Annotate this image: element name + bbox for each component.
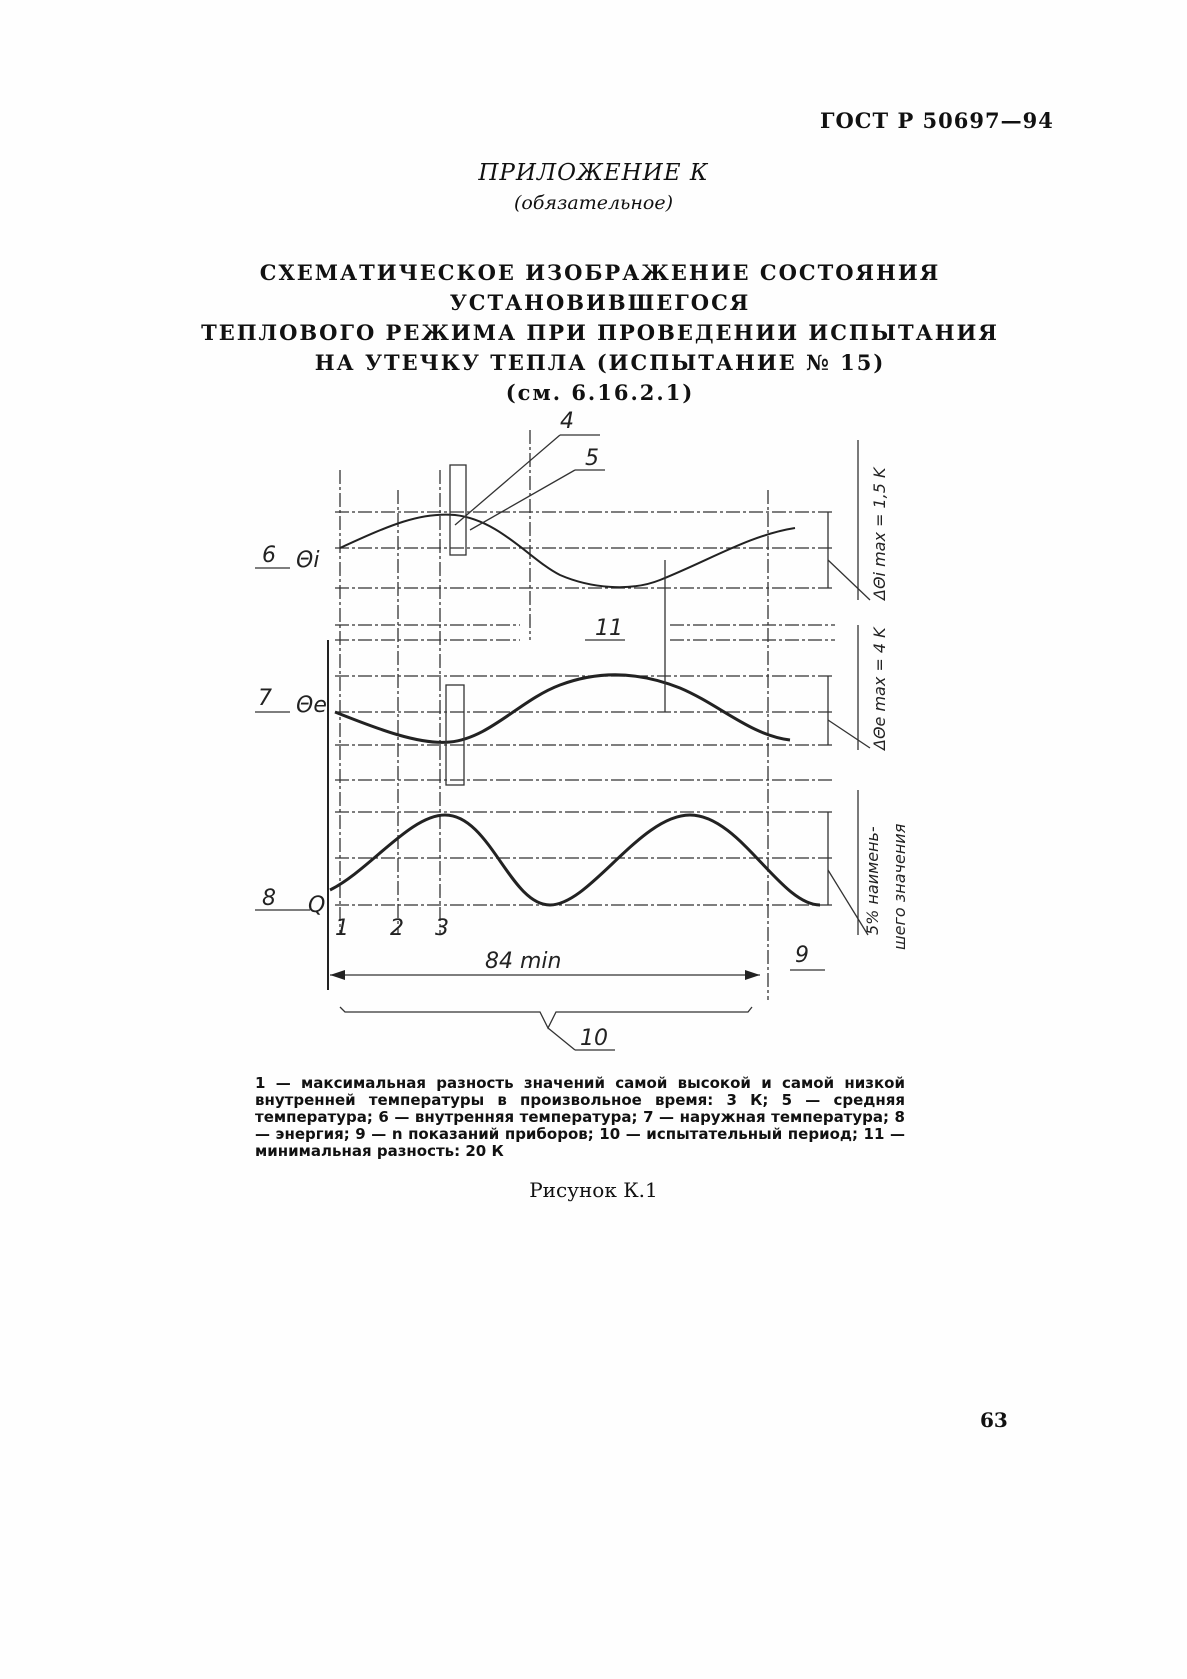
label-6: 6 (262, 543, 276, 568)
label-4: 4 (560, 409, 574, 434)
heat-regime-diagram (0, 390, 1187, 1070)
label-8: 8 (262, 886, 276, 911)
appendix-title: ПРИЛОЖЕНИЕ К (478, 160, 709, 186)
title-line: СХЕМАТИЧЕСКОЕ ИЗОБРАЖЕНИЕ СОСТОЯНИЯ УСТАНОВИВШЕГОСЯ (259, 260, 941, 315)
title-line: (см. 6.16.2.1) (505, 380, 695, 405)
page-number: 63 (980, 1408, 1008, 1432)
internal-temperature-curve (340, 515, 795, 588)
label-q: Q (308, 893, 326, 918)
label-11: 11 (595, 616, 623, 641)
energy-curve (330, 815, 820, 905)
figure-legend: 1 — максимальная разность значений самой высокой и самой низкой внутренней температуры в произвольное время: 3 К; 5 — средняя температура; 6 — внутренняя температура; 7 — наружная температура; 8 — энергия; 9 — n показаний приборов; 10 — испытательный период; 11 — минимальная разность: 20 К (255, 1074, 905, 1160)
label-dtheta-i: ΔΘi max = 1,5 K (870, 467, 889, 600)
label-3: 3 (435, 916, 449, 941)
label-9: 9 (795, 943, 809, 968)
title-line: НА УТЕЧКУ ТЕПЛА (ИСПЫТАНИЕ № 15) (314, 350, 886, 375)
label-2: 2 (390, 916, 404, 941)
title-line: ТЕПЛОВОГО РЕЖИМА ПРИ ПРОВЕДЕНИИ ИСПЫТАНИЯ (201, 320, 999, 345)
standard-number: ГОСТ Р 50697—94 (820, 108, 1054, 133)
label-theta-i: Θi (296, 548, 320, 573)
figure-caption: Рисунок К.1 (529, 1178, 658, 1202)
external-temperature-curve (335, 675, 790, 743)
label-energy-note-1: 5% наимень- (863, 826, 882, 935)
label-5: 5 (585, 446, 599, 471)
appendix-subtitle: (обязательное) (513, 192, 674, 214)
label-theta-e: Θe (296, 693, 327, 718)
label-1: 1 (335, 916, 349, 941)
section-title (120, 258, 1080, 408)
label-energy-note-2: шего значения (890, 823, 909, 950)
label-10: 10 (580, 1026, 608, 1051)
label-7: 7 (258, 686, 272, 711)
label-duration: 84 min (485, 949, 562, 974)
label-dtheta-e: ΔΘe max = 4 K (870, 627, 889, 750)
